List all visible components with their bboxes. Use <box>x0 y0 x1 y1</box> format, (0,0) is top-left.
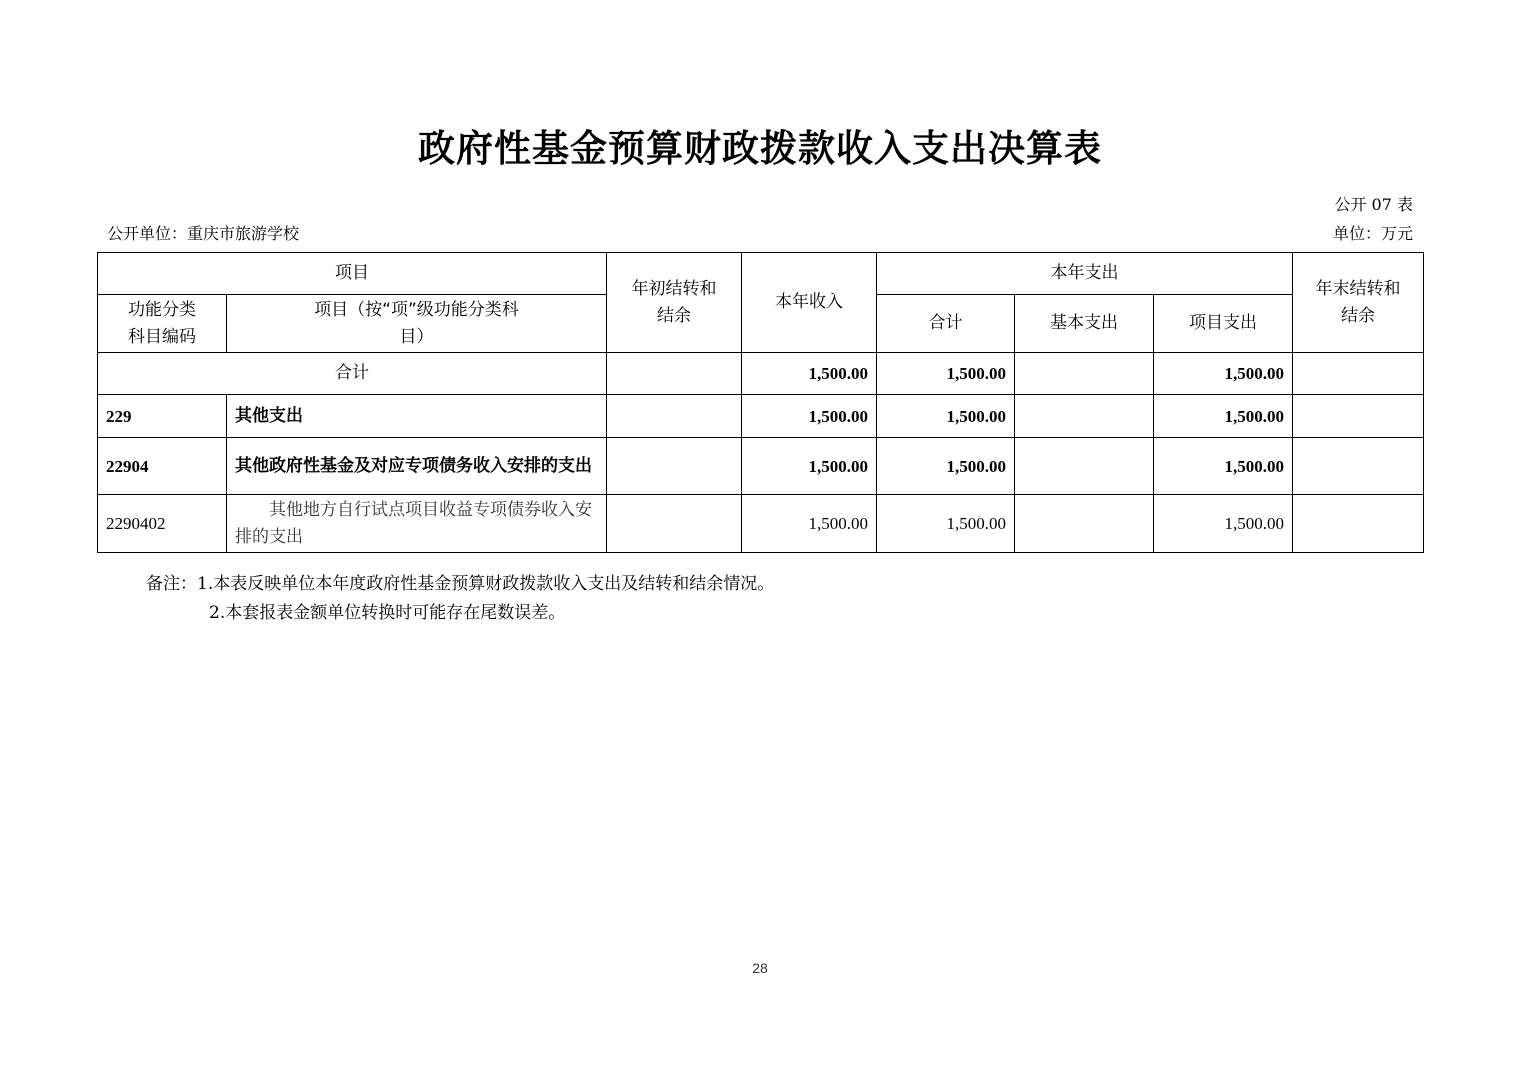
row-project: 1,500.00 <box>1154 495 1293 553</box>
table-row <box>98 353 1424 395</box>
note-line-2: 2.本套报表金额单位转换时可能存在尾数误差。 <box>209 603 566 623</box>
row-code: 22904 <box>98 438 227 495</box>
row-project: 1,500.00 <box>1154 395 1293 438</box>
row-name: 其他地方自行试点项目收益专项债券收入安排的支出 <box>227 495 607 553</box>
row-total: 1,500.00 <box>877 438 1015 495</box>
row-name: 其他政府性基金及对应专项债务收入安排的支出 <box>227 438 607 495</box>
row-closing <box>1293 495 1424 553</box>
currency-unit: 单位：万元 <box>1332 224 1413 243</box>
header-code-text: 功能分类科目编码 <box>128 299 196 347</box>
row-project: 1,500.00 <box>1154 353 1293 395</box>
row-basic <box>1015 353 1154 395</box>
header-closing-balance-text: 年末结转和结余 <box>1315 278 1401 326</box>
header-project: 项目 <box>98 253 607 295</box>
row-total: 1,500.00 <box>877 495 1015 553</box>
row-closing <box>1293 353 1424 395</box>
header-name-text: 项目（按“项”级功能分类科目） <box>314 299 519 347</box>
row-income: 1,500.00 <box>742 353 877 395</box>
table-row <box>98 395 1424 438</box>
row-closing <box>1293 395 1424 438</box>
row-closing <box>1293 438 1424 495</box>
page-title: 政府性基金预算财政拨款收入支出决算表 <box>418 127 1102 170</box>
header-opening-balance-text: 年初结转和结余 <box>631 278 717 326</box>
header-income: 本年收入 <box>742 253 877 353</box>
row-total: 1,500.00 <box>877 395 1015 438</box>
table-row <box>98 495 1424 553</box>
notes <box>146 570 774 628</box>
row-name: 合计 <box>98 353 607 395</box>
table-row <box>98 438 1424 495</box>
row-basic <box>1015 438 1154 495</box>
row-code: 2290402 <box>98 495 227 553</box>
row-basic <box>1015 495 1154 553</box>
row-opening <box>607 395 742 438</box>
reporting-unit: 公开单位：重庆市旅游学校 <box>107 224 300 243</box>
form-number: 公开 07 表 <box>1334 195 1413 214</box>
row-opening <box>607 353 742 395</box>
row-total: 1,500.00 <box>877 353 1015 395</box>
row-opening <box>607 495 742 553</box>
header-name <box>227 295 607 353</box>
budget-table <box>97 252 1424 553</box>
header-opening-balance <box>607 253 742 353</box>
row-opening <box>607 438 742 495</box>
header-basic: 基本支出 <box>1015 295 1154 353</box>
header-code <box>98 295 227 353</box>
row-basic <box>1015 395 1154 438</box>
header-expenditure: 本年支出 <box>877 253 1293 295</box>
row-income: 1,500.00 <box>742 495 877 553</box>
row-name: 其他支出 <box>227 395 607 438</box>
row-income: 1,500.00 <box>742 438 877 495</box>
header-total: 合计 <box>877 295 1015 353</box>
header-project-exp: 项目支出 <box>1154 295 1293 353</box>
row-income: 1,500.00 <box>742 395 877 438</box>
note-line-1: 备注：1.本表反映单位本年度政府性基金预算财政拨款收入支出及结转和结余情况。 <box>146 574 775 594</box>
page-number: 28 <box>752 960 768 976</box>
row-project: 1,500.00 <box>1154 438 1293 495</box>
header-closing-balance <box>1293 253 1424 353</box>
row-code: 229 <box>98 395 227 438</box>
